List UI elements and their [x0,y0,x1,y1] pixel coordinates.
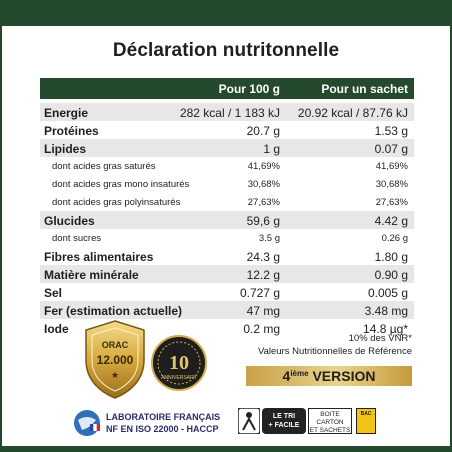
row-value-sachet: 30,68% [375,179,408,190]
row-value-sachet: 41,69% [375,161,408,172]
row-value-sachet: 27,63% [375,197,408,208]
row-label: Protéines [44,124,99,138]
row-label: Energie [44,106,89,120]
row-label: Sel [44,286,63,300]
version-number: 4 [282,368,291,384]
carton-label [308,408,352,434]
table-row-energie [40,103,414,121]
row-value-per100: 0.2 mg [243,322,280,336]
orac-label: ORAC [101,340,129,350]
tri-line-1: LE TRI [272,413,296,420]
row-label: dont acides gras mono insaturés [52,179,190,190]
table-row-fibres [40,247,414,265]
orac-badge-icon [80,318,150,400]
recycle-person-icon [238,408,260,434]
bottom-brand-bar [0,446,452,452]
carton-line-1: BOITE [320,411,340,418]
tri-line-2: + FACILE [268,422,300,429]
table-row-proteines [40,121,414,139]
row-value-per100: 0.727 g [239,286,280,300]
row-value-sachet: 20.92 kcal / 87.76 kJ [297,106,408,120]
row-value-sachet: 1.80 g [374,250,408,264]
table-row-lipides [40,139,414,157]
row-label: dont acides gras polyinsaturés [52,197,181,208]
row-value-sachet: 4.42 g [374,214,408,228]
row-value-sachet: 0.005 g [367,286,408,300]
table-row-glucides [40,211,414,229]
version-banner [246,366,412,386]
page-title: Déclaration nutritonnelle [112,40,340,61]
row-value-per100: 59,6 g [246,214,280,228]
row-value-per100: 30,68% [247,179,280,190]
row-value-per100: 24.3 g [246,250,280,264]
table-row-polyinsatures [40,193,414,211]
bac-label: BAC [360,411,372,417]
version-word: VERSION [312,368,376,384]
anniversary-number: 10 [169,352,189,374]
version-suffix: ième [290,369,309,378]
row-label: dont sucres [52,233,102,244]
table-row-mono-insatures [40,175,414,193]
row-value-sachet: 0.90 g [374,268,408,282]
table-row-matiere-minerale [40,265,414,283]
recycling-bin-icon [356,408,376,434]
lab-line-1: LABORATOIRE FRANÇAIS [106,412,221,422]
row-value-sachet: 14.8 µg* [363,322,408,336]
row-value-per100: 27,63% [247,197,280,208]
row-value-per100: 282 kcal / 1 183 kJ [179,106,280,120]
frame-left-border [0,0,2,452]
orac-value: 12.000 [96,353,134,367]
row-value-per100: 12.2 g [246,268,280,282]
anniversary-badge-icon [150,334,208,392]
row-value-sachet: 1.53 g [374,124,408,138]
carton-line-3: ET SACHETS [309,427,351,434]
table-row-fer [40,301,414,319]
table-row-satures [40,157,414,175]
vnr-percent: 10% des VNR* [348,333,412,344]
tri-facile-badge [262,408,306,434]
anniversary-text: ANNIVERSARY [161,375,197,381]
vnr-note: Valeurs Nutritionnelles de Référence [257,346,412,357]
row-value-sachet: 0.07 g [374,142,408,156]
top-brand-bar [0,0,452,26]
carton-line-2: CARTON [316,419,344,426]
row-label: Fibres alimentaires [44,250,154,264]
row-label: Glucides [44,214,95,228]
row-label: Lipides [44,142,87,156]
nutrition-table [40,78,414,337]
row-value-per100: 47 mg [246,304,280,318]
row-label: Matière minérale [44,268,139,282]
row-value-sachet: 3.48 mg [364,304,408,318]
row-value-per100: 41,69% [247,161,280,172]
row-label: Fer (estimation actuelle) [44,304,183,318]
row-label: Iode [44,322,69,336]
table-row-sucres [40,229,414,247]
header-per-100g: Pour 100 g [218,82,280,96]
table-row-sel [40,283,414,301]
lab-globe-icon [72,408,102,438]
orac-star-icon: ★ [110,371,120,381]
row-label: dont acides gras saturés [52,161,156,172]
row-value-sachet: 0.26 g [381,233,408,244]
row-value-per100: 20.7 g [246,124,280,138]
table-header [40,78,414,99]
row-value-per100: 1 g [263,142,280,156]
header-per-sachet: Pour un sachet [321,82,408,96]
lab-line-2: NF EN ISO 22000 - HACCP [106,424,219,434]
row-value-per100: 3.5 g [258,233,280,244]
